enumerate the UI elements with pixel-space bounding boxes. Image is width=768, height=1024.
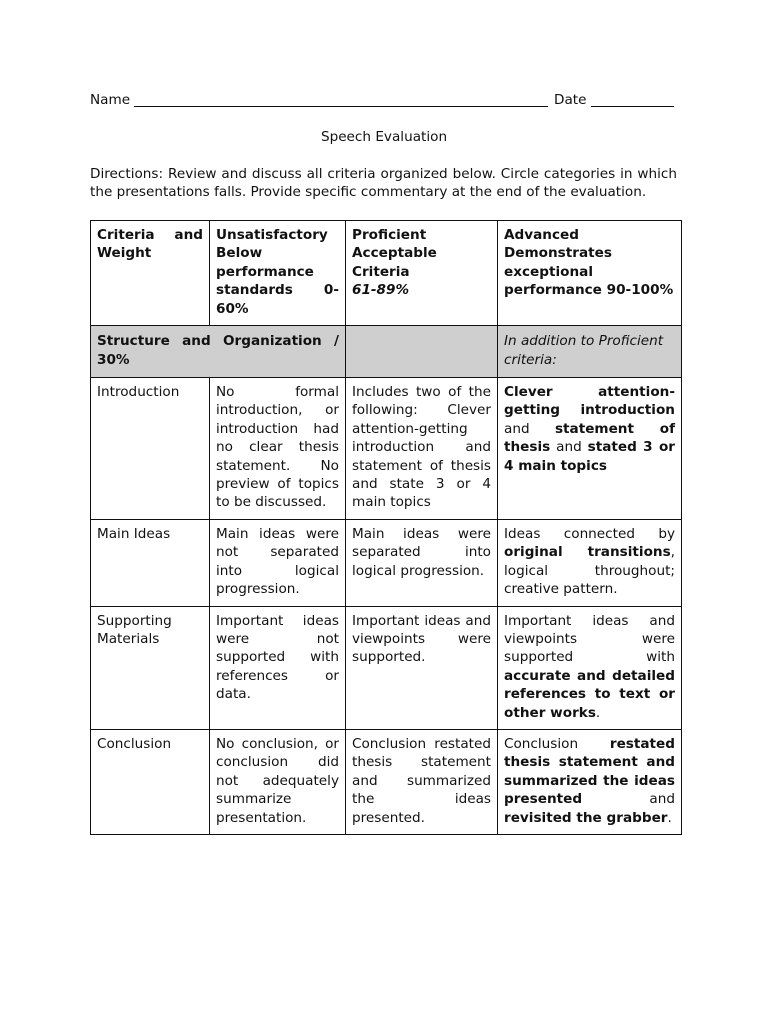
advanced-bold: original transitions [504, 544, 671, 561]
table-row [91, 378, 682, 520]
advanced-bold: accurate and detailed references to text or other works [504, 667, 675, 721]
unsatisfactory-cell: No conclusion, or conclusion did not adequately summarize presentation. [210, 729, 346, 834]
advanced-text: and [550, 439, 588, 456]
advanced-text: , logical throughout; creative pattern. [504, 544, 675, 598]
section-label: Structure and Organization / 30% [91, 326, 346, 378]
rubric-table [90, 220, 682, 835]
criteria-cell: Conclusion [91, 729, 210, 834]
advanced-text: Ideas connected by [504, 525, 675, 542]
name-blank[interactable] [134, 106, 548, 107]
header-criteria: Criteria and Weight [91, 221, 210, 326]
table-header-row [91, 221, 682, 326]
name-label: Name [90, 92, 131, 108]
date-blank[interactable] [591, 106, 674, 107]
table-row [91, 606, 682, 729]
section-empty-cell [346, 326, 498, 378]
advanced-cell [498, 606, 682, 729]
header-proficient-line: Proficient [352, 227, 427, 243]
advanced-text: . [595, 704, 601, 721]
criteria-cell: Main Ideas [91, 519, 210, 606]
advanced-text: and [504, 420, 555, 437]
advanced-bold: stated 3 or 4 main topics [504, 439, 675, 474]
proficient-cell: Conclusion restated thesis statement and summarized the ideas presented. [346, 729, 498, 834]
advanced-bold: Clever attention-getting introduction [504, 384, 675, 419]
criteria-cell: Introduction [91, 378, 210, 520]
advanced-cell [498, 519, 682, 606]
date-label: Date [554, 92, 587, 108]
header-proficient [346, 221, 498, 326]
header-advanced: Advanced Demonstrates exceptional performance 90-100% [498, 221, 682, 326]
advanced-cell [498, 729, 682, 834]
header-proficient-line: 61-89% [352, 282, 410, 299]
directions-text: Directions: Review and discuss all criteria organized below. Circle categories in which the presentations falls. Provide specific commentary at the end of the evaluation. [90, 166, 677, 201]
advanced-text: Conclusion [504, 735, 610, 752]
page-title: Speech Evaluation [320, 129, 448, 145]
unsatisfactory-cell: No formal introduction, or introduction had no clear thesis statement. No preview of topics to be discussed. [210, 378, 346, 520]
proficient-cell: Main ideas were separated into logical progression. [346, 519, 498, 606]
header-proficient-line: Acceptable [352, 245, 437, 262]
advanced-text: Important ideas and viewpoints were supported with [504, 612, 675, 666]
advanced-text: and [582, 791, 675, 808]
advanced-bold: restated thesis statement and summarized the ideas presented [504, 735, 675, 808]
advanced-bold: revisited the grabber [504, 809, 668, 826]
advanced-cell [498, 378, 682, 520]
advanced-bold: statement of thesis [504, 420, 675, 456]
unsatisfactory-cell: Main ideas were not separated into logical progression. [210, 519, 346, 606]
table-row [91, 729, 682, 834]
proficient-cell: Important ideas and viewpoints were supported. [346, 606, 498, 729]
advanced-text: . [667, 809, 672, 826]
section-row [91, 326, 682, 378]
header-unsatisfactory: Unsatisfactory Below performance standards 0-60% [210, 221, 346, 326]
table-row [91, 519, 682, 606]
proficient-cell: Includes two of the following: Clever attention-getting introduction and statement of thesis and state 3 or 4 main topics [346, 378, 498, 520]
name-date-line [90, 91, 674, 111]
header-proficient-line: Criteria [352, 263, 410, 280]
unsatisfactory-cell: Important ideas were not supported with references or data. [210, 606, 346, 729]
criteria-cell: Supporting Materials [91, 606, 210, 729]
section-advanced-note: In addition to Proficient criteria: [498, 326, 682, 378]
